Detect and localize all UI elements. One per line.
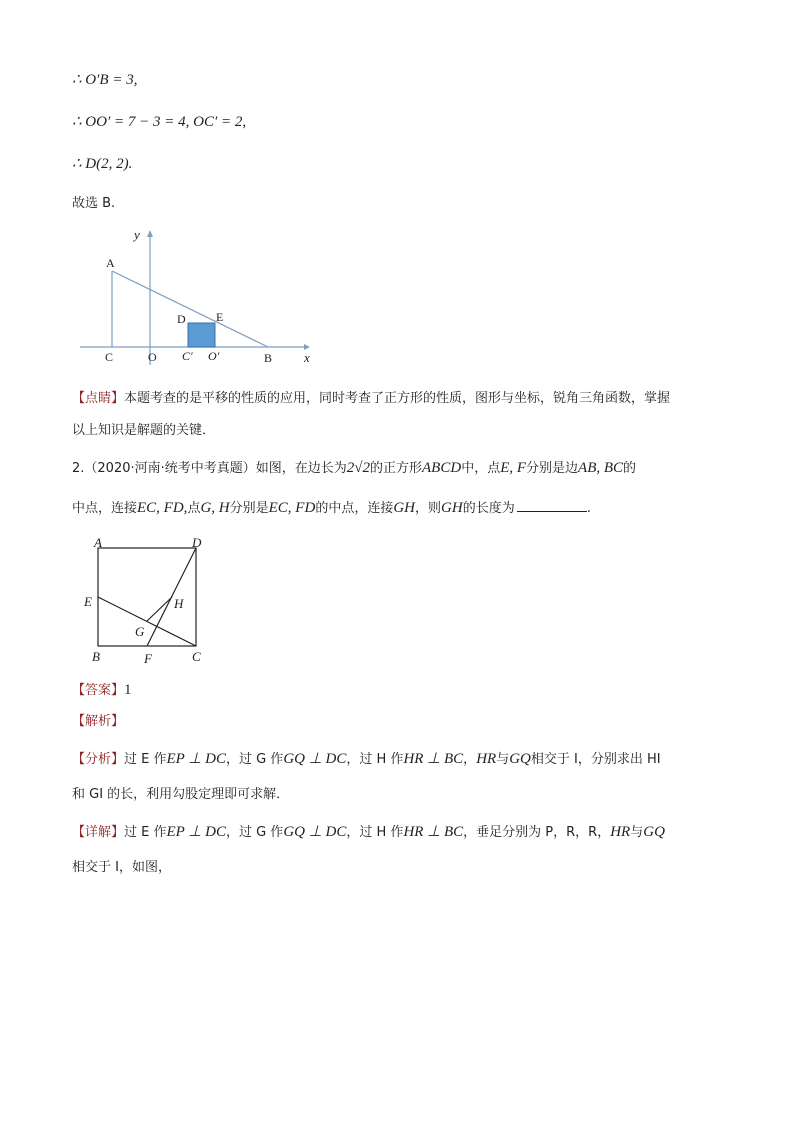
q2c: 点 — [187, 501, 201, 516]
q2j: GH — [441, 500, 463, 516]
label-x: x — [304, 350, 310, 365]
label-e2: E — [84, 594, 92, 609]
d-p5: 与 — [630, 825, 644, 840]
comment-line-1 — [72, 389, 670, 409]
question-line-1 — [72, 458, 636, 479]
analysis-line-1 — [72, 749, 661, 770]
label-f2: F — [144, 651, 152, 666]
d-m1: EP ⊥ DC — [166, 824, 226, 840]
d-p2: ，过 G 作 — [225, 825, 284, 840]
comment-text-1: 本题考查的是平移的性质的应用，同时考查了正方形的性质，图形与坐标，锐角三角函数，掌握 — [124, 391, 671, 406]
q2e: 分别是 — [229, 501, 269, 516]
a-m4: HR — [476, 751, 497, 767]
label-d2: D — [192, 535, 202, 550]
label-d: D — [177, 312, 186, 326]
q2b: EC, FD, — [137, 500, 188, 516]
a-m5: GQ — [509, 751, 531, 767]
d-p3: ，过 H 作 — [346, 825, 404, 840]
q1-sides: AB, BC — [578, 460, 624, 476]
q1-side-length: 2√2 — [346, 460, 370, 476]
label-y: y — [134, 227, 140, 242]
solution-line-2: ∴ OO′ = 7 − 3 = 4, OC′ = 2, — [72, 114, 247, 130]
answer-value: 1 — [124, 682, 132, 698]
d-m4: HR — [610, 824, 631, 840]
q1-points-ef: E, F — [500, 460, 527, 476]
q2i: ，则 — [415, 501, 442, 516]
square-figure — [80, 532, 210, 667]
label-g2: G — [135, 624, 145, 639]
q2f: EC, FD — [268, 500, 316, 516]
comment-line-2: 以上知识是解题的关键． — [72, 423, 216, 438]
square-d-e — [188, 323, 215, 347]
a-p1: 过 E 作 — [124, 752, 167, 767]
q2h: GH — [393, 500, 415, 516]
a-p4: ， — [463, 752, 477, 767]
label-c-prime: C′ — [182, 349, 193, 363]
a-p3: ，过 H 作 — [346, 752, 404, 767]
segment-gh — [147, 597, 172, 621]
d-p1: 过 E 作 — [124, 825, 167, 840]
q1i: 的 — [623, 461, 637, 476]
a-p6: 相交于 I，分别求出 HI — [530, 752, 661, 767]
label-c2: C — [192, 649, 201, 664]
q2d: G, H — [200, 500, 230, 516]
q1-square-name: ABCD — [422, 460, 462, 476]
label-e: E — [216, 310, 224, 324]
question-line-2 — [72, 498, 591, 519]
d-m5: GQ — [643, 824, 665, 840]
q2g: 的中点，连接 — [315, 501, 394, 516]
d-p4: ，垂足分别为 P，R，R， — [463, 825, 611, 840]
label-o: O — [148, 350, 157, 364]
analysis-heading: 【解析】 — [72, 714, 125, 729]
choose-line: 故选 B. — [72, 196, 116, 211]
answer-tag: 【答案】 — [72, 683, 125, 698]
label-b2: B — [92, 649, 100, 664]
q2a: 中点，连接 — [72, 501, 138, 516]
label-a2: A — [94, 535, 102, 550]
y-axis-arrow — [147, 230, 153, 237]
a-p5: 与 — [496, 752, 510, 767]
detail-line-1 — [72, 822, 665, 843]
q2l: . — [586, 501, 591, 516]
q1a: 2.（2020·河南·统考中考真题）如图，在边长为 — [72, 461, 347, 476]
label-c: C — [105, 350, 114, 364]
a-m2: GQ ⊥ DC — [283, 751, 347, 767]
d-m3: HR ⊥ BC — [403, 824, 464, 840]
solution-line-3: ∴ D(2, 2). — [72, 156, 133, 172]
answer-line — [72, 680, 132, 701]
label-b: B — [264, 351, 273, 365]
coordinate-figure — [76, 225, 326, 370]
label-a: A — [106, 256, 115, 270]
q1c: 的正方形 — [370, 461, 423, 476]
detail-line-2: 相交于 I，如图， — [72, 860, 171, 875]
a-m1: EP ⊥ DC — [166, 751, 226, 767]
answer-blank — [517, 498, 587, 512]
a-p2: ，过 G 作 — [225, 752, 284, 767]
q1g: 分别是边 — [526, 461, 579, 476]
detail-tag: 【详解】 — [72, 825, 125, 840]
q2k: 的长度为 — [462, 501, 515, 516]
solution-line-1: ∴ O′B = 3, — [72, 72, 138, 88]
q1e: 中，点 — [461, 461, 501, 476]
a-m3: HR ⊥ BC — [403, 751, 464, 767]
d-m2: GQ ⊥ DC — [283, 824, 347, 840]
label-h2: H — [174, 596, 184, 611]
comment-tag: 【点睛】 — [72, 391, 125, 406]
label-o-prime: O′ — [208, 349, 220, 363]
analysis-tag: 【分析】 — [72, 752, 125, 767]
analysis-line-2: 和 GI 的长，利用勾股定理即可求解． — [72, 787, 290, 802]
